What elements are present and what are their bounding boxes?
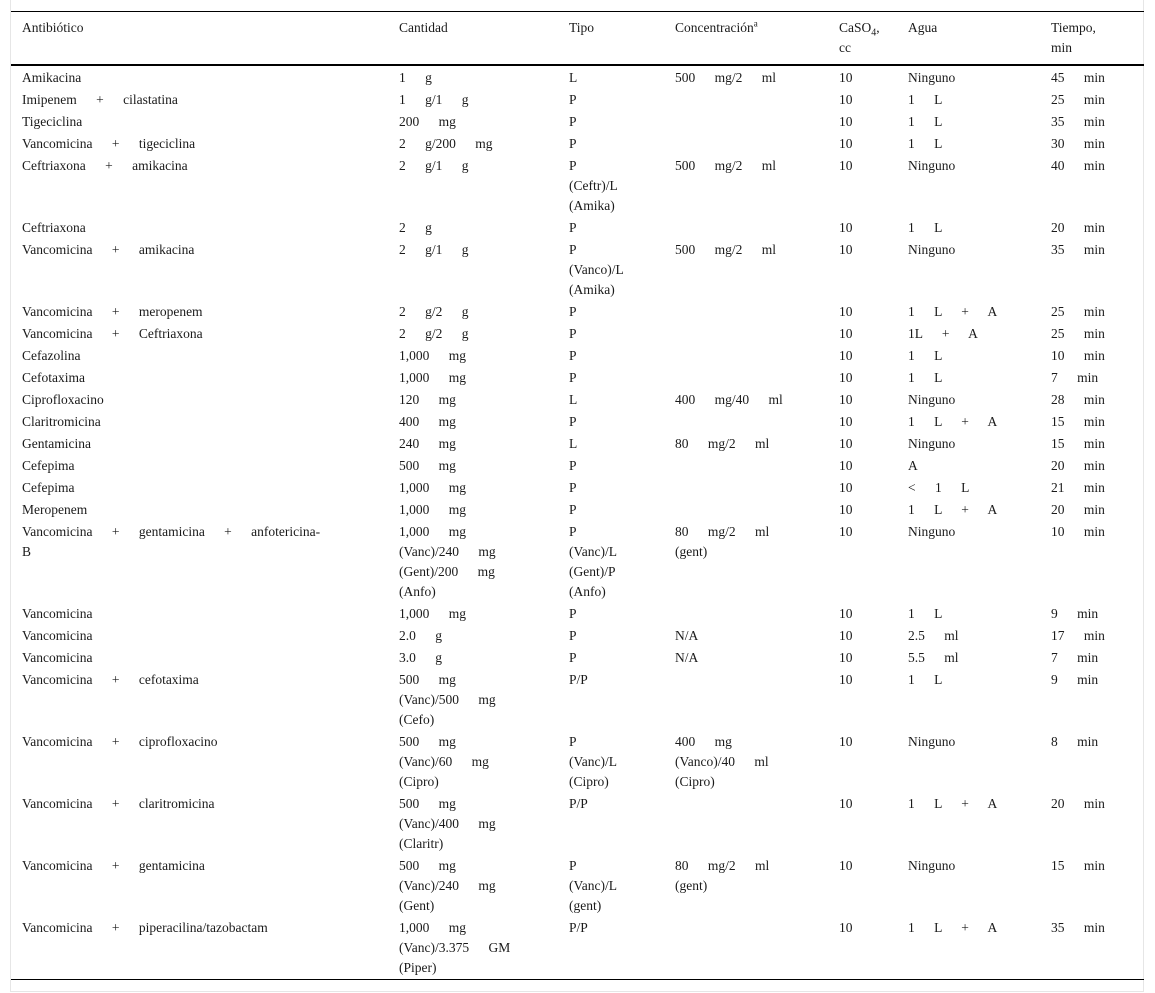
cell-antibiotico: Cefazolina: [22, 348, 81, 363]
table-row: [11, 65, 1144, 89]
table-row: [11, 793, 1144, 855]
header-cantidad: Cantidad: [399, 20, 448, 35]
cell-agua: Ninguno: [908, 70, 956, 85]
cell-tiempo: 35 min: [1051, 242, 1105, 257]
cell-tiempo: 35 min: [1051, 920, 1105, 935]
cell-tiempo: 20 min: [1051, 796, 1105, 811]
cell-tiempo: 17 min: [1051, 628, 1105, 643]
cell-concentracion: [664, 477, 828, 499]
cell-agua: 1L + A: [908, 326, 978, 341]
cell-caso4: 10: [839, 734, 853, 749]
cell-tiempo: 45 min: [1051, 70, 1105, 85]
cell-tipo: P (Vanco)/L (Amika): [569, 242, 624, 297]
cell-tipo: P: [569, 502, 577, 517]
cell-concentracion: 400 mg (Vanco)/40 ml (Cipro): [675, 734, 769, 789]
table-row: [11, 521, 1144, 603]
cell-cantidad: 400 mg: [399, 414, 456, 429]
cell-concentracion: [664, 345, 828, 367]
cell-cantidad: 2.0 g: [399, 628, 442, 643]
cell-caso4: 10: [839, 436, 853, 451]
cell-caso4: 10: [839, 628, 853, 643]
cell-caso4: 10: [839, 114, 853, 129]
cell-agua: 1 L: [908, 348, 943, 363]
cell-antibiotico: Vancomicina + tigeciclina: [22, 136, 196, 151]
cell-caso4: 10: [839, 672, 853, 687]
cell-concentracion: 80 mg/2 ml: [675, 436, 770, 451]
cell-concentracion: 500 mg/2 ml: [675, 70, 777, 85]
cell-caso4: 10: [839, 524, 853, 539]
cell-caso4: 10: [839, 458, 853, 473]
cell-tiempo: 28 min: [1051, 392, 1105, 407]
cell-agua: 1 L: [908, 606, 943, 621]
cell-antibiotico: Cefotaxima: [22, 370, 85, 385]
cell-caso4: 10: [839, 158, 853, 173]
cell-tiempo: 40 min: [1051, 158, 1105, 173]
table-row: [11, 855, 1144, 917]
cell-antibiotico: Vancomicina + piperacilina/tazobactam: [22, 920, 268, 935]
cell-antibiotico: Vancomicina: [22, 606, 93, 621]
cell-antibiotico: Meropenem: [22, 502, 88, 517]
cell-concentracion: [664, 793, 828, 855]
table-row: [11, 477, 1144, 499]
cell-tipo: P: [569, 628, 577, 643]
cell-agua: Ninguno: [908, 734, 956, 749]
table-body: [11, 65, 1144, 980]
header-caso4: [828, 12, 897, 66]
cell-tipo: P (Ceftr)/L (Amika): [569, 158, 618, 213]
cell-concentracion: [664, 917, 828, 980]
cell-cantidad: 1,000 mg: [399, 502, 467, 517]
cell-caso4: 10: [839, 326, 853, 341]
cell-antibiotico: Ceftriaxona + amikacina: [22, 158, 188, 173]
cell-agua: 1 L: [908, 136, 943, 151]
cell-agua: A: [908, 458, 918, 473]
cell-cantidad: 1,000 mg (Vanc)/3.375 GM (Piper): [399, 920, 511, 975]
cell-cantidad: 500 mg: [399, 458, 456, 473]
table-row: [11, 239, 1144, 301]
header-caso4-unit: cc: [839, 40, 851, 55]
table-row: [11, 155, 1144, 217]
cell-tipo: P: [569, 326, 577, 341]
table-row: [11, 917, 1144, 980]
cell-tipo: P: [569, 92, 577, 107]
cell-cantidad: 1,000 mg (Vanc)/240 mg (Gent)/200 mg (Anfo): [399, 524, 496, 599]
cell-agua: 1 L: [908, 220, 943, 235]
cell-tiempo: 10 min: [1051, 524, 1105, 539]
cell-cantidad: 1,000 mg: [399, 480, 467, 495]
cell-tiempo: 35 min: [1051, 114, 1105, 129]
cell-tiempo: 21 min: [1051, 480, 1105, 495]
cell-antibiotico: Vancomicina + ciprofloxacino: [22, 734, 218, 749]
cell-caso4: 10: [839, 136, 853, 151]
cell-concentracion: [664, 323, 828, 345]
cell-agua: 1 L: [908, 370, 943, 385]
cell-antibiotico: Vancomicina + Ceftriaxona: [22, 326, 203, 341]
cell-caso4: 10: [839, 650, 853, 665]
header-antibiotico: Antibiótico: [22, 20, 84, 35]
cell-caso4: 10: [839, 304, 853, 319]
cell-cantidad: 1,000 mg: [399, 606, 467, 621]
cell-tipo: P/P: [569, 920, 588, 935]
cell-concentracion: [664, 669, 828, 731]
cell-concentracion: [664, 133, 828, 155]
antibiotic-table: [11, 11, 1144, 980]
cell-tiempo: 15 min: [1051, 414, 1105, 429]
cell-tiempo: 8 min: [1051, 734, 1099, 749]
cell-antibiotico: Vancomicina + gentamicina: [22, 858, 205, 873]
cell-tipo: L: [569, 392, 578, 407]
cell-tipo: P (Vanc)/L (gent): [569, 858, 617, 913]
cell-cantidad: 500 mg (Vanc)/240 mg (Gent): [399, 858, 496, 913]
cell-cantidad: 200 mg: [399, 114, 456, 129]
cell-antibiotico: Vancomicina + gentamicina + anfotericina- B: [22, 524, 321, 559]
cell-tiempo: 20 min: [1051, 458, 1105, 473]
cell-antibiotico: Cefepima: [22, 480, 75, 495]
cell-tiempo: 25 min: [1051, 304, 1105, 319]
cell-tipo: P: [569, 650, 577, 665]
cell-antibiotico: Amikacina: [22, 70, 82, 85]
table-row: [11, 367, 1144, 389]
cell-cantidad: 240 mg: [399, 436, 456, 451]
cell-caso4: 10: [839, 796, 853, 811]
cell-agua: Ninguno: [908, 392, 956, 407]
cell-agua: 1 L: [908, 114, 943, 129]
cell-concentracion: 400 mg/40 ml: [675, 392, 783, 407]
cell-cantidad: 120 mg: [399, 392, 456, 407]
cell-tipo: P: [569, 114, 577, 129]
cell-tipo: P (Vanc)/L (Gent)/P (Anfo): [569, 524, 617, 599]
table-row: [11, 133, 1144, 155]
cell-agua: 1 L + A: [908, 414, 998, 429]
cell-antibiotico: Cefepima: [22, 458, 75, 473]
table-row: [11, 323, 1144, 345]
table-row: [11, 433, 1144, 455]
table-row: [11, 455, 1144, 477]
header-row: [11, 12, 1144, 66]
cell-agua: 1 L + A: [908, 796, 998, 811]
cell-tipo: P: [569, 606, 577, 621]
table-row: [11, 89, 1144, 111]
cell-concentracion: N/A: [675, 628, 699, 643]
table-row: [11, 389, 1144, 411]
cell-caso4: 10: [839, 370, 853, 385]
table-row: [11, 647, 1144, 669]
cell-antibiotico: Ceftriaxona: [22, 220, 86, 235]
cell-antibiotico: Vancomicina: [22, 650, 93, 665]
cell-tipo: L: [569, 436, 578, 451]
cell-concentracion: 80 mg/2 ml (gent): [675, 858, 770, 893]
header-concentracion-footnote: a: [753, 18, 758, 29]
header-concentracion-label: Concentración: [675, 20, 754, 35]
header-tiempo: [1040, 12, 1144, 66]
cell-antibiotico: Vancomicina + cefotaxima: [22, 672, 199, 687]
cell-tiempo: 9 min: [1051, 672, 1099, 687]
cell-agua: Ninguno: [908, 436, 956, 451]
cell-antibiotico: Imipenem + cilastatina: [22, 92, 178, 107]
cell-tipo: P (Vanc)/L (Cipro): [569, 734, 617, 789]
cell-agua: 5.5 ml: [908, 650, 959, 665]
cell-tiempo: 20 min: [1051, 220, 1105, 235]
cell-tiempo: 25 min: [1051, 326, 1105, 341]
cell-caso4: 10: [839, 70, 853, 85]
cell-caso4: 10: [839, 242, 853, 257]
table-row: [11, 111, 1144, 133]
cell-cantidad: 2 g/200 mg: [399, 136, 493, 151]
cell-antibiotico: Vancomicina: [22, 628, 93, 643]
cell-agua: 1 L + A: [908, 304, 998, 319]
cell-tipo: P: [569, 220, 577, 235]
cell-cantidad: 3.0 g: [399, 650, 442, 665]
cell-tipo: P: [569, 414, 577, 429]
cell-antibiotico: Gentamicina: [22, 436, 91, 451]
cell-cantidad: 1 g/1 g: [399, 92, 469, 107]
cell-antibiotico: Ciprofloxacino: [22, 392, 104, 407]
cell-cantidad: 500 mg (Vanc)/500 mg (Cefo): [399, 672, 496, 727]
cell-cantidad: 1 g: [399, 70, 432, 85]
header-caso4-sub: 4: [871, 27, 877, 39]
cell-caso4: 10: [839, 92, 853, 107]
cell-caso4: 10: [839, 480, 853, 495]
cell-caso4: 10: [839, 414, 853, 429]
cell-cantidad: 2 g/2 g: [399, 304, 469, 319]
cell-antibiotico: Vancomicina + claritromicina: [22, 796, 215, 811]
cell-tipo: L: [569, 70, 578, 85]
cell-concentracion: [664, 499, 828, 521]
cell-tipo: P: [569, 304, 577, 319]
cell-concentracion: 500 mg/2 ml: [675, 158, 777, 173]
cell-concentracion: [664, 301, 828, 323]
table-row: [11, 345, 1144, 367]
cell-cantidad: 2 g/2 g: [399, 326, 469, 341]
cell-tipo: P: [569, 480, 577, 495]
cell-cantidad: 500 mg (Vanc)/60 mg (Cipro): [399, 734, 489, 789]
cell-agua: Ninguno: [908, 242, 956, 257]
cell-tipo: P/P: [569, 672, 588, 687]
cell-cantidad: 2 g/1 g: [399, 158, 469, 173]
cell-cantidad: 1,000 mg: [399, 348, 467, 363]
cell-caso4: 10: [839, 858, 853, 873]
cell-tipo: P: [569, 136, 577, 151]
header-caso4-post: ,: [876, 20, 880, 35]
cell-agua: Ninguno: [908, 158, 956, 173]
cell-concentracion: [664, 411, 828, 433]
cell-tiempo: 7 min: [1051, 650, 1099, 665]
cell-caso4: 10: [839, 348, 853, 363]
cell-tiempo: 15 min: [1051, 858, 1105, 873]
cell-tipo: P/P: [569, 796, 588, 811]
cell-concentracion: N/A: [675, 650, 699, 665]
cell-concentracion: [664, 111, 828, 133]
cell-agua: 2.5 ml: [908, 628, 959, 643]
cell-antibiotico: Vancomicina + meropenem: [22, 304, 203, 319]
cell-concentracion: 500 mg/2 ml: [675, 242, 777, 257]
cell-caso4: 10: [839, 920, 853, 935]
cell-agua: < 1 L: [908, 480, 970, 495]
cell-caso4: 10: [839, 220, 853, 235]
cell-tiempo: 10 min: [1051, 348, 1105, 363]
header-agua: Agua: [908, 20, 938, 35]
cell-tipo: P: [569, 458, 577, 473]
header-caso4-pre: CaSO: [839, 20, 872, 35]
cell-antibiotico: Vancomicina + amikacina: [22, 242, 195, 257]
cell-concentracion: [664, 217, 828, 239]
cell-antibiotico: Claritromicina: [22, 414, 101, 429]
table-row: [11, 603, 1144, 625]
cell-cantidad: 1,000 mg: [399, 370, 467, 385]
header-tiempo-line1: Tiempo,: [1051, 20, 1096, 35]
cell-concentracion: [664, 89, 828, 111]
cell-cantidad: 500 mg (Vanc)/400 mg (Claritr): [399, 796, 496, 851]
header-tiempo-line2: min: [1051, 40, 1073, 55]
header-tipo: Tipo: [569, 20, 595, 35]
cell-tiempo: 30 min: [1051, 136, 1105, 151]
cell-tipo: P: [569, 370, 577, 385]
cell-caso4: 10: [839, 392, 853, 407]
header-concentracion: [664, 12, 828, 66]
cell-agua: 1 L: [908, 672, 943, 687]
cell-antibiotico: Tigeciclina: [22, 114, 83, 129]
cell-tiempo: 20 min: [1051, 502, 1105, 517]
table-row: [11, 669, 1144, 731]
cell-tiempo: 9 min: [1051, 606, 1099, 621]
cell-agua: Ninguno: [908, 858, 956, 873]
cell-tipo: P: [569, 348, 577, 363]
table-row: [11, 411, 1144, 433]
table-row: [11, 625, 1144, 647]
cell-agua: 1 L: [908, 92, 943, 107]
cell-caso4: 10: [839, 502, 853, 517]
cell-agua: Ninguno: [908, 524, 956, 539]
cell-concentracion: [664, 455, 828, 477]
table-row: [11, 731, 1144, 793]
cell-concentracion: 80 mg/2 ml (gent): [675, 524, 770, 559]
cell-concentracion: [664, 603, 828, 625]
table-row: [11, 301, 1144, 323]
cell-cantidad: 2 g: [399, 220, 432, 235]
cell-agua: 1 L + A: [908, 502, 998, 517]
table-row: [11, 499, 1144, 521]
cell-agua: 1 L + A: [908, 920, 998, 935]
cell-caso4: 10: [839, 606, 853, 621]
cell-concentracion: [664, 367, 828, 389]
cell-cantidad: 2 g/1 g: [399, 242, 469, 257]
cell-tiempo: 25 min: [1051, 92, 1105, 107]
table-row: [11, 217, 1144, 239]
cell-tiempo: 7 min: [1051, 370, 1099, 385]
cell-tiempo: 15 min: [1051, 436, 1105, 451]
